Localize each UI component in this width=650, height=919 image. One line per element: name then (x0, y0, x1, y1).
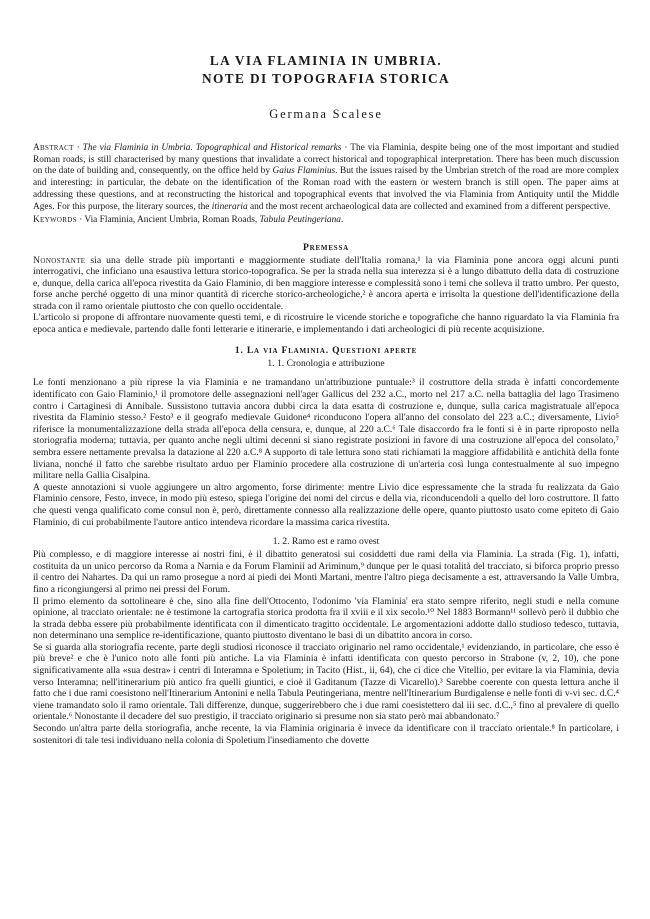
section-1-2-paragraph-2: Il primo elemento da sottolineare è che, sino alla fine dell'Ottocento, l'odonimo 'via Flaminia' era stato sempre riferito, negli studi e nella comune opinione, al tracciato orientale: ne è testimone la cartografia storica prodotta fra il xviii e il xix secolo.¹⁰ Nel 1883 Bormann¹¹ sollevò però il dubbio che la strada debba essere più probabilmente identificata con il dimenticato tragitto occidentale. Le argomentazioni addotte dallo studioso tedesco, tuttavia, non determinano una semplice re-identificazione, quanto piuttosto diventano le basi di un dibattito ancora in corso. (33, 595, 619, 642)
premessa-paragraph-1 (33, 255, 619, 313)
keywords (33, 215, 619, 227)
subsection-1-1-heading: 1. 1. Cronologia e attribuzione (267, 358, 385, 370)
abstract (33, 143, 619, 213)
author-name: Germana Scalese (269, 107, 383, 121)
premessa-p1-text: sia una delle strade più importanti e maggiormente studiate dell'Italia romana,¹ la via Flaminia pone ancora oggi alcuni punti interrogativi, che inficiano una esaustiva lettura storico-topografica. Se per la strada nella sua interezza si è a lungo dibattuto della data di costruzione e, dunque, della carica all'epoca rivestita da Gaio Flaminio, di ben maggiore interesse e complessità sono i temi che solleva il tratto umbro. Per questo, forse anche perché oggetto di una minor quantità di ricerche storico-archeologiche,² è ancora aperta e irrisolta la questione dell'identificazione della strada con il ramo orientale piuttosto che con quello occidentale. (33, 254, 619, 312)
abstract-label: Abstract (33, 143, 74, 153)
subsection-1-2-heading: 1. 2. Ramo est e ramo ovest (272, 536, 380, 548)
keywords-sep: · (76, 215, 85, 226)
premessa-lead-word: Nonostante (33, 254, 86, 266)
section-1-2-paragraph-1: Più complesso, e di maggiore interesse ai nostri fini, è il dibattito generatosi sui cosiddetti due rami della via Flaminia. La strada (Fig. 1), infatti, costituita da un unico percorso da Roma a Narnia e da Forum Flaminii ad Ariminum,⁹ dunque per le quasi totalità del tracciato, si biforca proprio presso il centro dei Nahartes. Da qui un ramo prosegue a nord ai piedi dei Monti Martani, mentre l'altro piega decisamente a est, attraversando la Valle Umbra, fino a ricongiungersi al primo nei pressi del Forum. (33, 549, 619, 595)
title-line-2: NOTE DI TOPOGRAFIA STORICA (201, 71, 451, 86)
abstract-text-2: . But the issues raised by the Umbrian stretch of the road are more complex and interesting: in particular, the debate on the identification of the Roman road with the eastern or western branch is still open. The paper aims at addressing these questions, and at reconstructing the historical and topographical events that involved the via Flaminia from Antiquity until the Middle Ages. For this purpose, the literary sources, the (33, 166, 620, 212)
section-1-1-paragraph-2: A queste annotazioni si vuole aggiungere un altro argomento, forse dirimente: mentre Livio dice espressamente che la strada fu realizzata da Gaio Flaminio censore, Festo, invece, in modo più esteso, spiega l'origine dei nomi del circus e della via, riconducendoli a quello del loro costruttore. Il fatto che questi venga qualificato come consul non è, però, direttamente connesso alla realizzazione delle opere, quanto piuttosto usato come epiteto di Gaio Flaminio, di cui probabilmente l'autore antico intendeva ricordare la massima carica rivestita. (33, 481, 619, 528)
premessa-paragraph-2: L'articolo si propone di affrontare nuovamente questi temi, e di ricostruire le vicende storiche e topografiche che hanno riguardato la via Flaminia fra epoca antica e medievale, partendo dalle fonti letterarie e itinerarie, e implementando i dati archeologici di più recente acquisizione. (33, 312, 619, 335)
section-1-2-paragraph-4: Secondo un'altra parte della storiografia, anche recente, la via Flaminia originaria è invece da identificare con il tracciato orientale.⁸ In particolare, i sostenitori di tale tesi individuano nella colonia di Spoletium l'insediamento che dovette (33, 723, 619, 746)
premessa-body (33, 255, 619, 336)
abstract-sep: · (73, 143, 83, 153)
abstract-sep-2: · (341, 143, 351, 153)
abstract-text-3: and the most recent archaeological data are collected and examined from a different perspective. (247, 201, 611, 212)
section-1-2-paragraph-3: Se si guarda alla storiografia recente, parte degli studiosi riconosce il tracciato originario nel ramo occidentale,¹ evidenziando, in particolare, che esso è più breve² e che è l'unico noto alle fonti più antiche. La via Flaminia è infatti identificata con questo percorso in Strabone (v, 2, 10), che pone significativamente alla «sua destra» i centri di Interamna e Spoletium; in Tacito (Hist., ii, 64), che ci dice che Vitellio, per evitare la via Flaminia, devia verso Interamna; nell'itinerarium più antico fra quelli giuntici, e cioè il Gaditanum (Tazze di Vicarello).³ Sarebbe coerente con questa lettura anche il fatto che i due rami coesistono nell'Itinerarium Antonini e nella Tabula Peutingeriana, mentre nell'Itinerarium Burdigalense e nelle fonti di v-vi sec. d.C.⁴ viene tramandato solo il ramo orientale. Tali differenze, dunque, suggerirebbero che i due rami coesistettero dal iii sec. d.C.,⁵ fino al prevalere di quello orientale.⁶ Nonostante il decadere del suo prestigio, il tracciato originario si presume non sia stato però mai abbandonato.⁷ (33, 641, 619, 723)
abstract-title: The via Flaminia in Umbria. Topographical and Historical remarks (82, 143, 342, 153)
abstract-gaius: Gaius Flaminius (272, 166, 336, 177)
section-1-1-paragraph-1: Le fonti menzionano a più riprese la via Flaminia e ne tramandano un'attribuzione puntuale:³ il costruttore della strada è infatti concordemente identificato con Gaio Flaminio,¹ il promotore delle assegnazioni nell'ager Gallicus del 232 a.C., morto nel 217 a.C. nella battaglia del lago Trasimeno contro i Cartaginesi di Annibale. Sussistono tuttavia ancora dubbi circa la data esatta di costruzione e, dunque, sulla carica magistratuale all'epoca rivestita da Flaminio stesso.² Festo³ e il geografo medievale Guidone⁴ riconducono l'opera all'anno del consolato del 223 a.C.; diversamente, Livio⁵ riferisce la monumentalizzazione della strada all'epoca della censura, e, dunque, al 220 a.C.⁶ Tale disaccordo fra le fonti si è in parte riproposto nella storiografia moderna; tuttavia, per quanto anche negli ultimi decenni si siano registrate posizioni in favore di una costruzione all'epoca del consolato,⁷ sembra essere nettamente prevalsa la datazione al 220 a.C.⁸ A supporto di tale lettura sono stati richiamati la maggiore affidabilità e antichità della fonte liviana, nonché il fatto che sarebbe risultato arduo per Flaminio procedere alla costruzione di un'arteria così lunga contestualmente al suo impegno militare nella Gallia Cisalpina. (33, 377, 619, 482)
abstract-text: The via Flaminia, despite being one of the most important and studied Roman roads, is still characterised by many questions that invalidate a correct historical and topographical interpretation. There has been much discussion on the date of building and, consequently, on the office held by (33, 143, 619, 177)
premessa-heading: Premessa (302, 241, 350, 253)
keywords-text: Via Flaminia, Ancient Umbria, Roman Roads, (84, 215, 260, 226)
abstract-itineraria: itineraria (211, 201, 248, 212)
section-1-heading: 1. La via Flaminia. Questioni aperte (234, 345, 418, 357)
keywords-end: . (340, 215, 344, 226)
title-line-1: LA VIA FLAMINIA IN UMBRIA. (209, 53, 443, 68)
keywords-tabula: Tabula Peutingeriana (259, 215, 341, 226)
keywords-label: Keywords (33, 215, 77, 226)
article-title (33, 52, 619, 88)
